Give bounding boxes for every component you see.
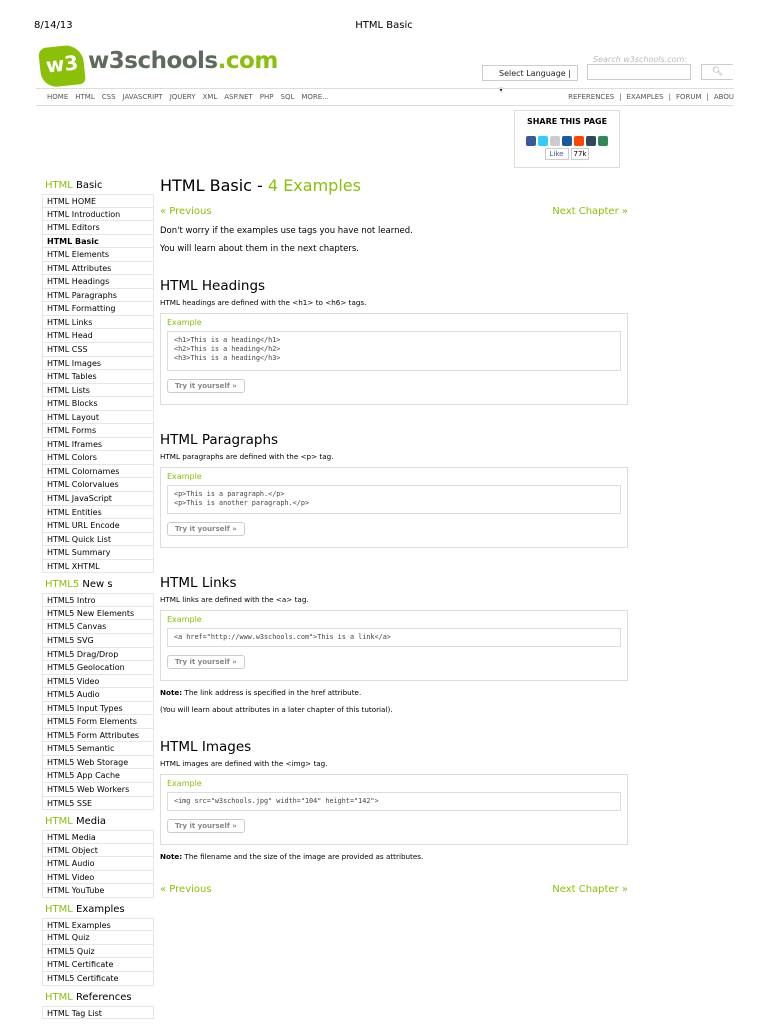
search-input[interactable] xyxy=(587,64,691,80)
sidebar-section-heading: HTML Media xyxy=(45,816,107,828)
topnav-separator: | xyxy=(619,93,622,101)
code-block: <img src="w3schools.jpg" width="104" height="142"> xyxy=(167,792,621,811)
sidebar-item[interactable]: HTML5 Certificate xyxy=(42,972,154,986)
sidebar-group xyxy=(42,918,154,986)
sidebar-item[interactable]: HTML5 Input Types xyxy=(42,702,154,716)
try-it-yourself-button[interactable]: Try it yourself » xyxy=(167,379,245,393)
sidebar-item[interactable]: HTML5 Form Elements xyxy=(42,715,154,729)
twitter-icon[interactable] xyxy=(538,136,548,146)
facebook-icon[interactable] xyxy=(526,136,536,146)
like-count: 77k xyxy=(571,148,590,160)
sidebar-item[interactable]: HTML5 App Cache xyxy=(42,769,154,783)
topnav-item[interactable]: PHP xyxy=(259,93,274,101)
sidebar-item[interactable]: HTML5 SSE xyxy=(42,797,154,811)
print-title: HTML Basic xyxy=(355,20,413,31)
sidebar-item[interactable]: HTML Media xyxy=(42,830,154,844)
sidebar-item[interactable]: HTML Formatting xyxy=(42,302,154,316)
example-label: Example xyxy=(167,779,202,788)
section-desc: HTML links are defined with the <a> tag. xyxy=(160,595,309,604)
like-button[interactable]: Like xyxy=(545,148,569,160)
search-icon: 🔍︎ xyxy=(711,67,724,77)
tumblr-icon[interactable] xyxy=(586,136,596,146)
section-desc: HTML headings are defined with the <h1> to <h6> tags. xyxy=(160,298,367,307)
page-title: HTML Basic - 4 Examples xyxy=(160,176,361,195)
sidebar-item[interactable]: HTML Quick List xyxy=(42,533,154,547)
sidebar-item[interactable]: HTML Lists xyxy=(42,384,154,398)
section-links xyxy=(160,575,628,714)
sidebar-group xyxy=(42,194,154,573)
sidebar-item[interactable]: HTML5 Intro xyxy=(42,593,154,607)
try-it-yourself-button[interactable]: Try it yourself » xyxy=(167,655,245,669)
sidebar-item[interactable]: HTML5 Drag/Drop xyxy=(42,648,154,662)
sidebar-item[interactable]: HTML5 Web Storage xyxy=(42,756,154,770)
sidebar-item[interactable]: HTML Links xyxy=(42,316,154,330)
sidebar-item[interactable]: HTML Attributes xyxy=(42,262,154,276)
sidebar-item[interactable]: HTML5 Audio xyxy=(42,688,154,702)
section-paragraphs xyxy=(160,432,628,548)
next-chapter-link[interactable]: Next Chapter » xyxy=(552,206,628,217)
sidebar-section-heading: HTML References xyxy=(45,991,132,1003)
sidebar-item[interactable]: HTML CSS xyxy=(42,343,154,357)
topnav-item[interactable]: XML xyxy=(202,93,218,101)
sidebar-item[interactable]: HTML HOME xyxy=(42,194,154,208)
section-images xyxy=(160,739,628,861)
topnav-item[interactable]: ABOU xyxy=(713,93,734,101)
sidebar-item[interactable]: HTML URL Encode xyxy=(42,519,154,533)
reddit-icon[interactable] xyxy=(574,136,584,146)
main-content xyxy=(160,174,628,895)
stumble-icon[interactable] xyxy=(598,136,608,146)
sidebar-item[interactable]: HTML Layout xyxy=(42,411,154,425)
sidebar-item[interactable]: HTML JavaScript xyxy=(42,492,154,506)
search-placeholder: Search w3schools.com: xyxy=(593,55,687,64)
topnav-item[interactable]: HTML xyxy=(75,93,95,101)
note-text: Note: The link address is specified in the href attribute. xyxy=(160,688,362,697)
sidebar-item[interactable]: HTML5 Form Attributes xyxy=(42,729,154,743)
sidebar-section-heading: HTML Basic xyxy=(45,180,103,191)
sidebar-item[interactable]: HTML Certificate xyxy=(42,958,154,972)
topnav-item[interactable]: SQL xyxy=(280,93,295,101)
sidebar-item[interactable]: HTML Object xyxy=(42,844,154,858)
sidebar-item[interactable]: HTML5 Canvas xyxy=(42,620,154,634)
sidebar-section-heading: HTML Examples xyxy=(45,903,125,915)
sidebar-item[interactable]: HTML5 Web Workers xyxy=(42,783,154,797)
sidebar-item[interactable]: HTML Head xyxy=(42,329,154,343)
section-desc: HTML images are defined with the <img> tag. xyxy=(160,759,328,768)
share-box xyxy=(514,110,620,168)
intro-text-2: You will learn about them in the next chapters. xyxy=(160,244,359,254)
code-block: <h1>This is a heading</h1> <h2>This is a heading</h2> <h3>This is a heading</h3> xyxy=(167,331,621,371)
code-block: <p>This is a paragraph.</p> <p>This is another paragraph.</p> xyxy=(167,485,621,514)
sidebar-item[interactable]: HTML Examples xyxy=(42,918,154,932)
email-icon[interactable] xyxy=(550,136,560,146)
sidebar-section-heading: HTML5 New s xyxy=(45,579,113,591)
topnav-separator: | xyxy=(668,93,671,101)
section-desc: HTML paragraphs are defined with the <p> tag. xyxy=(160,452,334,461)
sidebar-item[interactable]: HTML Colors xyxy=(42,451,154,465)
topnav-item[interactable]: ASP.NET xyxy=(224,93,253,101)
top-navigation xyxy=(36,88,734,106)
sidebar-item[interactable]: HTML Headings xyxy=(42,275,154,289)
sidebar-item[interactable]: HTML Introduction xyxy=(42,208,154,222)
share-title: SHARE THIS PAGE xyxy=(526,117,608,126)
sidebar-item[interactable]: HTML Paragraphs xyxy=(42,289,154,303)
topnav-item[interactable]: CSS xyxy=(101,93,116,101)
sidebar-item[interactable]: HTML5 Quiz xyxy=(42,945,154,959)
example-box xyxy=(160,610,628,681)
sidebar-item[interactable]: HTML Forms xyxy=(42,424,154,438)
try-it-yourself-button[interactable]: Try it yourself » xyxy=(167,819,245,833)
sidebar-item[interactable]: HTML Summary xyxy=(42,546,154,560)
intro-text-1: Don't worry if the examples use tags you have not learned. xyxy=(160,226,413,236)
sidebar-item[interactable]: HTML Colornames xyxy=(42,465,154,479)
sidebar-group xyxy=(42,830,154,898)
previous-link[interactable]: « Previous xyxy=(160,884,212,895)
sidebar-item[interactable]: HTML Elements xyxy=(42,248,154,262)
logo-badge-icon: w3 xyxy=(38,44,86,88)
example-label: Example xyxy=(167,472,202,481)
previous-link[interactable]: « Previous xyxy=(160,206,212,217)
sidebar-item[interactable]: HTML Basic xyxy=(42,235,154,249)
sidebar-item[interactable]: HTML5 Geolocation xyxy=(42,661,154,675)
search-button[interactable] xyxy=(701,64,733,80)
section-heading: HTML Links xyxy=(160,575,237,591)
language-select[interactable]: Select Language | ▾ xyxy=(482,65,578,81)
topnav-item[interactable]: JQUERY xyxy=(169,93,196,101)
sidebar-item[interactable]: HTML5 Video xyxy=(42,675,154,689)
section-heading: HTML Images xyxy=(160,739,252,755)
section-heading: HTML Paragraphs xyxy=(160,432,279,448)
sidebar xyxy=(42,174,154,1019)
sidebar-item[interactable]: HTML5 SVG xyxy=(42,634,154,648)
example-label: Example xyxy=(167,318,202,327)
share-icons xyxy=(515,131,619,143)
topnav-item[interactable]: JAVASCRIPT xyxy=(122,93,163,101)
sidebar-item[interactable]: HTML5 Semantic xyxy=(42,742,154,756)
sidebar-item[interactable]: HTML Editors xyxy=(42,221,154,235)
code-block: <a href="http://www.w3schools.com">This is a link</a> xyxy=(167,628,621,647)
sidebar-item[interactable]: HTML Images xyxy=(42,357,154,371)
topnav-separator: | xyxy=(706,93,709,101)
section-headings xyxy=(160,278,628,405)
sidebar-group xyxy=(42,593,154,810)
sidebar-item[interactable]: HTML Quiz xyxy=(42,931,154,945)
sidebar-item[interactable]: HTML Video xyxy=(42,871,154,885)
sidebar-item[interactable]: HTML XHTML xyxy=(42,560,154,574)
sidebar-item[interactable]: HTML YouTube xyxy=(42,884,154,898)
bottom-pager xyxy=(160,884,628,902)
site-logo[interactable] xyxy=(40,46,278,92)
print-header xyxy=(0,20,768,34)
sidebar-group xyxy=(42,1006,154,1020)
delicious-icon[interactable] xyxy=(562,136,572,146)
topnav-item[interactable]: REFERENCES xyxy=(568,93,615,101)
topnav-item[interactable]: HOME xyxy=(47,93,69,101)
example-box xyxy=(160,313,628,405)
sidebar-item[interactable]: HTML Audio xyxy=(42,857,154,871)
section-heading: HTML Headings xyxy=(160,278,266,294)
topnav-item[interactable]: MORE... xyxy=(301,93,329,101)
topnav-item[interactable]: FORUM xyxy=(675,93,702,101)
try-it-yourself-button[interactable]: Try it yourself » xyxy=(167,522,245,536)
sidebar-item[interactable]: HTML Blocks xyxy=(42,397,154,411)
sidebar-item[interactable]: HTML Entities xyxy=(42,506,154,520)
note-text: Note: The filename and the size of the image are provided as attributes. xyxy=(160,852,424,861)
like-row xyxy=(515,148,619,160)
sidebar-item[interactable]: HTML Tables xyxy=(42,370,154,384)
note-text-2: (You will learn about attributes in a later chapter of this tutorial). xyxy=(160,705,393,714)
sidebar-item[interactable]: HTML Iframes xyxy=(42,438,154,452)
example-box xyxy=(160,774,628,845)
top-pager xyxy=(160,206,628,224)
logo-text: w3schools.com xyxy=(88,48,278,74)
example-label: Example xyxy=(167,615,202,624)
example-box xyxy=(160,467,628,548)
next-chapter-link[interactable]: Next Chapter » xyxy=(552,884,628,895)
print-date: 8/14/13 xyxy=(34,20,73,31)
sidebar-item[interactable]: HTML Tag List xyxy=(42,1006,154,1020)
sidebar-item[interactable]: HTML Colorvalues xyxy=(42,478,154,492)
topnav-item[interactable]: EXAMPLES xyxy=(626,93,664,101)
sidebar-item[interactable]: HTML5 New Elements xyxy=(42,607,154,621)
